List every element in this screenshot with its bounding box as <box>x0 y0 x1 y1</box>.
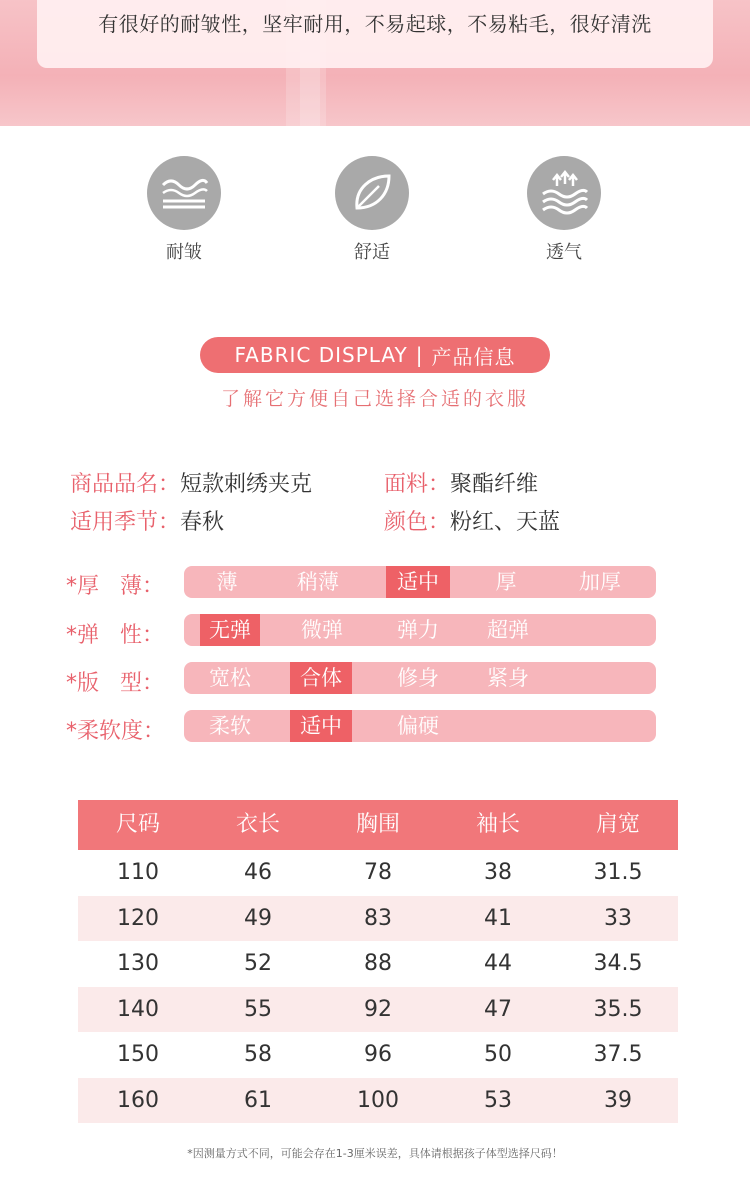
table-cell: 34.5 <box>593 951 643 976</box>
leaf-icon <box>335 156 409 230</box>
table-cell: 46 <box>244 860 272 885</box>
measurement-note: *因测量方式不同，可能会存在1-3厘米误差，具体请根据孩子体型选择尺码！ <box>187 1147 563 1160</box>
table-cell: 61 <box>244 1087 272 1113</box>
table-cell: 130 <box>117 951 159 976</box>
table-row <box>78 850 678 896</box>
option-slim: 修身 <box>397 666 439 690</box>
info-material <box>384 467 538 498</box>
table-cell: 52 <box>244 951 272 976</box>
info-value: 粉红、天蓝 <box>450 510 561 535</box>
info-key: 商品品名： <box>70 472 181 497</box>
table-cell: 53 <box>484 1087 512 1113</box>
table-cell: 88 <box>364 951 392 976</box>
top-banner <box>0 0 750 126</box>
header-sleeve: 袖长 <box>475 812 520 837</box>
table-row <box>78 987 678 1033</box>
attr-bar-fit <box>184 662 656 694</box>
table-row <box>78 1078 678 1124</box>
banner-card <box>37 0 713 68</box>
info-value: 聚酯纤维 <box>450 472 539 497</box>
header-size: 尺码 <box>115 812 160 837</box>
info-key: 适用季节： <box>70 510 181 535</box>
fabric-display-title <box>200 337 550 373</box>
table-cell: 35.5 <box>593 996 643 1022</box>
table-row <box>78 941 678 987</box>
table-cell: 31.5 <box>593 860 643 885</box>
feature-breathable <box>509 156 619 264</box>
table-cell: 49 <box>244 905 272 931</box>
table-cell: 39 <box>604 1087 632 1113</box>
option-super-stretch: 超弹 <box>487 618 529 642</box>
table-cell: 50 <box>484 1042 512 1067</box>
attr-bar-elasticity <box>184 614 656 646</box>
table-cell: 96 <box>364 1042 392 1067</box>
option-thick: 厚 <box>495 570 517 594</box>
table-cell: 100 <box>357 1087 399 1113</box>
table-cell: 160 <box>117 1087 159 1113</box>
table-cell: 83 <box>364 905 392 931</box>
fabric-subtitle: 了解它方便自己选择合适的衣服 <box>220 388 529 410</box>
table-cell: 58 <box>244 1042 272 1067</box>
header-shoulder: 肩宽 <box>595 812 640 837</box>
option-tight: 紧身 <box>487 666 529 690</box>
table-cell: 47 <box>484 996 512 1022</box>
option-medium: 适中 <box>386 566 450 598</box>
attr-label-thickness: *厚 薄： <box>66 574 164 599</box>
option-soft: 柔软 <box>209 714 251 738</box>
table-cell: 38 <box>484 860 512 885</box>
fabric-title-cn: 产品信息 <box>431 344 516 369</box>
fabric-title-separator: | <box>415 343 424 367</box>
info-product-name <box>70 467 312 498</box>
table-cell: 92 <box>364 996 392 1022</box>
feature-comfortable <box>317 156 427 264</box>
attr-label-fit: *版 型： <box>66 671 164 696</box>
table-cell: 55 <box>244 996 272 1022</box>
option-no-stretch: 无弹 <box>200 614 260 646</box>
option-slightly-thin: 稍薄 <box>297 570 339 594</box>
option-medium-soft: 适中 <box>290 710 352 742</box>
attr-bar-softness <box>184 710 656 742</box>
table-cell: 120 <box>117 905 159 931</box>
breathable-icon <box>527 156 601 230</box>
table-cell: 33 <box>604 905 632 931</box>
feature-label: 透气 <box>546 242 582 263</box>
info-value: 短款刺绣夹克 <box>180 472 313 497</box>
table-cell: 78 <box>364 860 392 885</box>
info-color <box>384 505 560 536</box>
option-stiff: 偏硬 <box>397 714 439 738</box>
table-cell: 110 <box>117 860 159 885</box>
option-slight-stretch: 微弹 <box>301 618 343 642</box>
info-key: 面料： <box>384 472 451 497</box>
attr-label-softness: *柔软度： <box>66 719 166 744</box>
table-header <box>78 800 678 850</box>
table-cell: 37.5 <box>593 1042 643 1067</box>
header-length: 衣长 <box>235 812 280 837</box>
attr-label-elasticity: *弹 性： <box>66 623 164 648</box>
banner-text: 有很好的耐皱性，坚牢耐用，不易起球，不易粘毛，很好清洗 <box>98 12 652 36</box>
option-extra-thick: 加厚 <box>579 570 621 594</box>
table-cell: 44 <box>484 951 512 976</box>
option-stretch: 弹力 <box>397 618 439 642</box>
feature-label: 舒适 <box>354 242 390 263</box>
wave-icon <box>147 156 221 230</box>
table-cell: 41 <box>484 905 512 931</box>
feature-wrinkle-resistant <box>129 156 239 264</box>
option-thin: 薄 <box>216 570 238 594</box>
table-row <box>78 896 678 942</box>
info-key: 颜色： <box>384 510 451 535</box>
option-loose: 宽松 <box>209 666 251 690</box>
table-cell: 150 <box>117 1042 159 1067</box>
info-value: 春秋 <box>180 510 225 535</box>
info-season <box>70 505 224 536</box>
size-table <box>78 800 678 1123</box>
feature-label: 耐皱 <box>166 242 202 263</box>
option-regular: 合体 <box>290 662 352 694</box>
attr-bar-thickness <box>184 566 656 598</box>
fabric-title-en: FABRIC DISPLAY <box>234 343 408 367</box>
table-row <box>78 1032 678 1078</box>
header-chest: 胸围 <box>355 812 400 837</box>
table-cell: 140 <box>117 996 159 1022</box>
